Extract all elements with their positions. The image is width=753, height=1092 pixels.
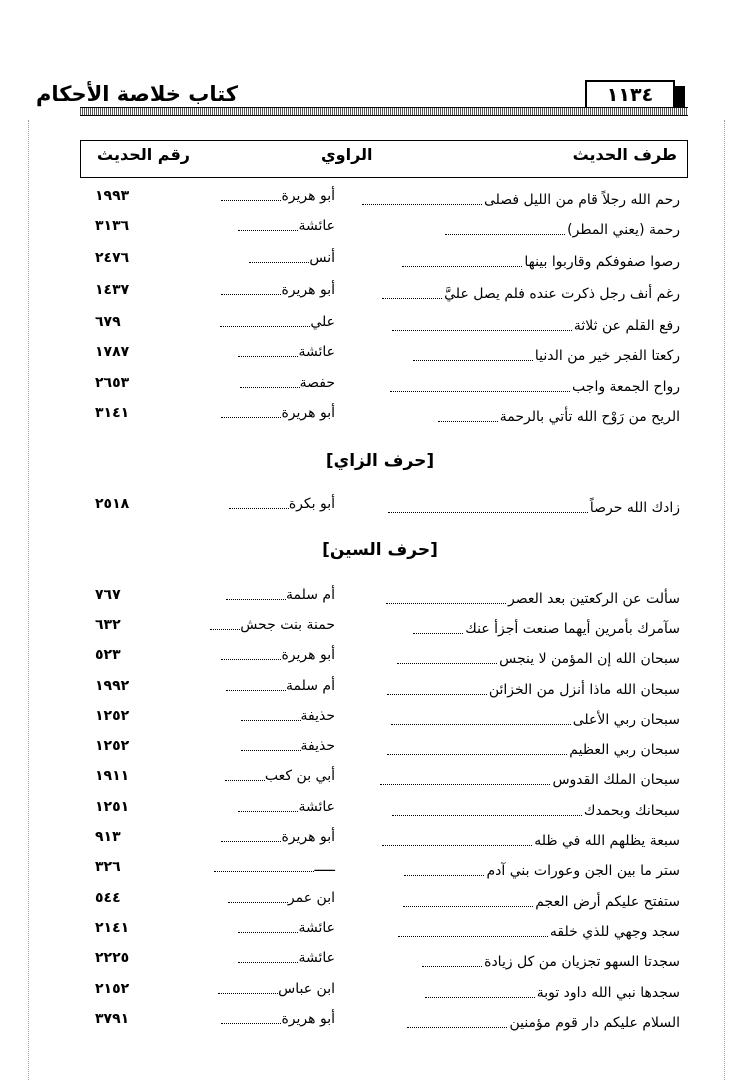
table-row xyxy=(95,948,680,972)
hadith-narrator: علي xyxy=(310,314,335,330)
hadith-subject: رغم أنف رجل ذكرت عنده فلم يصل عليَّ xyxy=(444,286,680,302)
hadith-narrator: أم سلمة xyxy=(286,587,335,603)
hadith-narrator: عائشة xyxy=(298,950,335,966)
table-row xyxy=(95,797,680,821)
hadith-narrator: حفصة xyxy=(299,375,335,391)
hadith-subject: ستفتح عليكم أرض العجم xyxy=(535,894,680,910)
hadith-number: ١٧٨٧ xyxy=(95,344,130,360)
hadith-narrator: عائشة xyxy=(298,344,335,360)
hadith-number: ٣١٤١ xyxy=(95,405,130,421)
hadith-narrator: أبو هريرة xyxy=(281,405,335,421)
hadith-number: ١٢٥٢ xyxy=(95,738,130,754)
hadith-subject: سجد وجهي للذي خلقه xyxy=(549,924,680,940)
hadith-subject: سجدها نبي الله داود توبة xyxy=(536,985,680,1001)
book-title: كتاب خلاصة الأحكام xyxy=(36,82,238,106)
table-row xyxy=(95,857,680,881)
hadith-narrator: أبو بكرة xyxy=(288,496,335,512)
hadith-number: ٩١٣ xyxy=(95,829,121,845)
table-row xyxy=(95,494,680,518)
hadith-subject: رصوا صفوفكم وقاربوا بينها xyxy=(524,254,680,270)
hadith-number: ٣١٣٦ xyxy=(95,218,130,234)
table-row xyxy=(95,706,680,730)
hadith-number: ٦٧٩ xyxy=(95,314,121,330)
hadith-narrator: ابن عباس xyxy=(278,981,335,997)
hadith-narrator: أبي بن كعب xyxy=(264,768,335,784)
page-number: ١١٣٤ xyxy=(585,80,675,108)
hadith-narrator: أبو هريرة xyxy=(281,829,335,845)
table-row xyxy=(95,827,680,851)
hadith-number: ٢١٤١ xyxy=(95,920,130,936)
table-row xyxy=(95,918,680,942)
hadith-subject: سبحان ربي الأعلى xyxy=(572,712,680,728)
table-row xyxy=(95,736,680,760)
hadith-subject: سآمرك بأمرين أيهما صنعت أجزأ عنك xyxy=(465,621,680,637)
table-row xyxy=(95,216,680,240)
table-row xyxy=(95,979,680,1003)
hadith-number: ١٩٩٢ xyxy=(95,678,130,694)
hadith-narrator: ـــــ xyxy=(314,859,335,875)
hadith-narrator: حمنة بنت جحش xyxy=(240,617,335,633)
hadith-narrator: حذيفة xyxy=(300,708,335,724)
table-row xyxy=(95,1009,680,1033)
table-row xyxy=(95,888,680,912)
hadith-subject: ركعتا الفجر خير من الدنيا xyxy=(534,348,680,364)
table-row xyxy=(95,645,680,669)
table-row xyxy=(95,615,680,639)
column-narrator-label: الراوي xyxy=(321,145,373,164)
hadith-number: ٣٧٩١ xyxy=(95,1011,130,1027)
hadith-number: ١٢٥٢ xyxy=(95,708,130,724)
hadith-subject: السلام عليكم دار قوم مؤمنين xyxy=(509,1015,680,1031)
table-row xyxy=(95,585,680,609)
hadith-number: ١٩٩٣ xyxy=(95,188,130,204)
hadith-number: ٢٢٢٥ xyxy=(95,950,130,966)
hadith-subject: سبحان ربي العظيم xyxy=(569,742,680,758)
table-row xyxy=(95,280,680,304)
hadith-number: ١٢٥١ xyxy=(95,799,130,815)
hadith-subject: سبعة يظلهم الله في ظله xyxy=(534,833,680,849)
hadith-subject: سبحانك وبحمدك xyxy=(583,803,680,819)
column-number-label: رقم الحديث xyxy=(97,145,191,164)
hadith-number: ٧٦٧ xyxy=(95,587,121,603)
hadith-number: ٦٣٢ xyxy=(95,617,121,633)
hadith-number: ٢٦٥٣ xyxy=(95,375,130,391)
hadith-number: ١٤٣٧ xyxy=(95,282,130,298)
hadith-subject: سبحان الملك القدوس xyxy=(552,772,680,788)
hadith-narrator: أم سلمة xyxy=(286,678,335,694)
hadith-subject: رحمة (يعني المطر) xyxy=(567,222,680,238)
table-row xyxy=(95,766,680,790)
hadith-subject: رحم الله رجلاً قام من الليل فصلى xyxy=(483,192,680,208)
hadith-narrator: أبو هريرة xyxy=(281,188,335,204)
hadith-subject: ستر ما بين الجن وعورات بني آدم xyxy=(486,863,680,879)
hadith-subject: سبحان الله إن المؤمن لا ينجس xyxy=(499,651,680,667)
hadith-subject: سبحان الله ماذا أنزل من الخزائن xyxy=(488,682,680,698)
hadith-subject: سألت عن الركعتين بعد العصر xyxy=(508,591,680,607)
hadith-number: ٣٢٦ xyxy=(95,859,121,875)
hadith-narrator: أنس xyxy=(309,250,335,266)
hadith-narrator: أبو هريرة xyxy=(281,1011,335,1027)
hadith-number: ٢٤٧٦ xyxy=(95,250,130,266)
table-row xyxy=(95,676,680,700)
hadith-number: ٥٤٤ xyxy=(95,890,121,906)
column-subject-label: طرف الحديث xyxy=(572,145,677,164)
hadith-narrator: حذيفة xyxy=(300,738,335,754)
section-title-seen: [حرف السين] xyxy=(322,540,438,560)
hadith-subject: الريح من رَوْح الله تأتي بالرحمة xyxy=(499,409,680,425)
hadith-narrator: أبو هريرة xyxy=(281,647,335,663)
hadith-subject: رفع القلم عن ثلاثة xyxy=(573,318,680,334)
hadith-number: ٥٢٣ xyxy=(95,647,121,663)
hadith-narrator: عائشة xyxy=(298,218,335,234)
section-title-zay: [حرف الزاي] xyxy=(325,451,435,471)
hadith-number: ١٩١١ xyxy=(95,768,130,784)
hadith-subject: زادك الله حرصاً xyxy=(589,500,680,516)
hadith-narrator: عائشة xyxy=(298,920,335,936)
table-row xyxy=(95,403,680,427)
hadith-number: ٢٥١٨ xyxy=(95,496,130,512)
hadith-subject: رواح الجمعة واجب xyxy=(572,379,680,395)
table-row xyxy=(95,342,680,366)
hadith-narrator: عائشة xyxy=(298,799,335,815)
table-row xyxy=(95,373,680,397)
hadith-subject: سجدتا السهو تجزيان من كل زيادة xyxy=(484,954,680,970)
table-row xyxy=(95,312,680,336)
hadith-number: ٢١٥٢ xyxy=(95,981,130,997)
hadith-narrator: ابن عمر xyxy=(287,890,335,906)
table-row xyxy=(95,248,680,272)
hadith-narrator: أبو هريرة xyxy=(281,282,335,298)
table-row xyxy=(95,186,680,210)
